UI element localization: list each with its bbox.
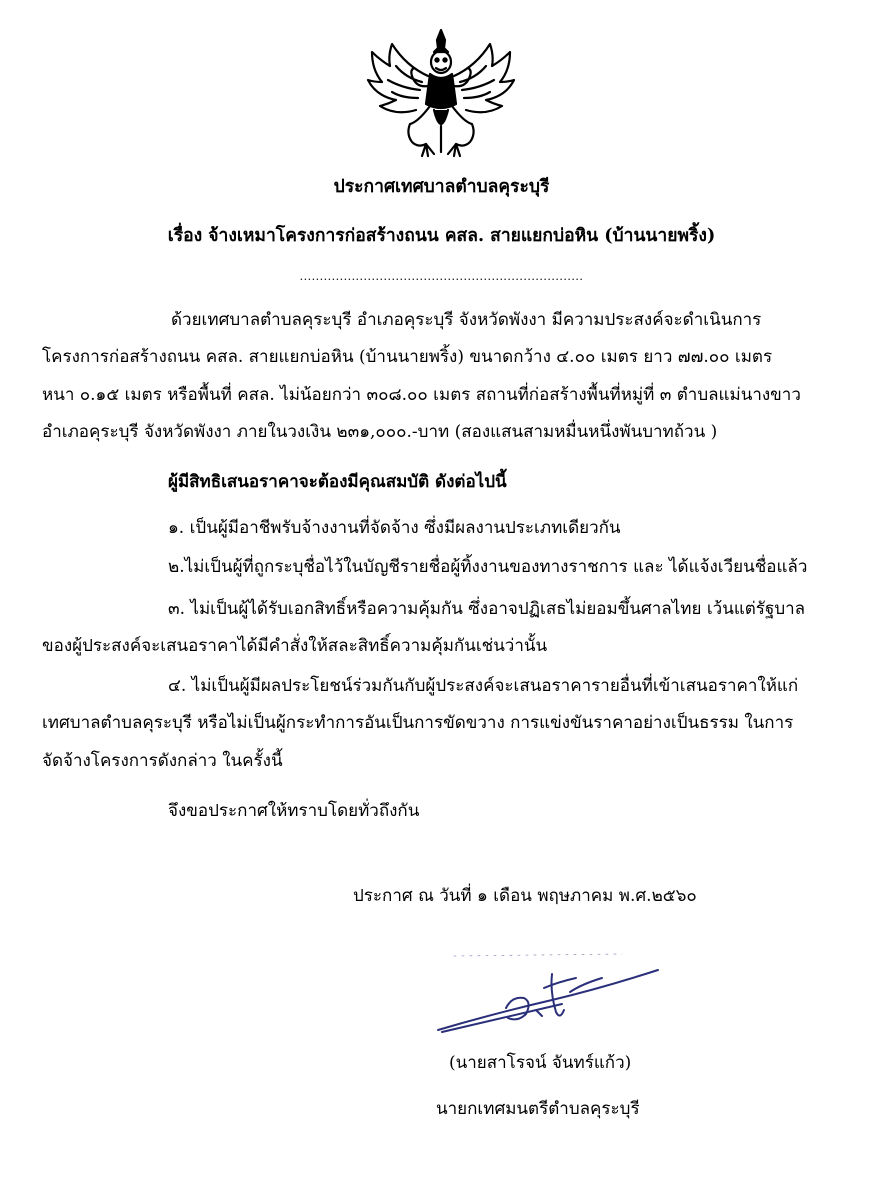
qualification-item-1: ๑. เป็นผู้มีอาชีพรับจ้างงานที่จัดจ้าง ซึ่งมีผลงานประเภทเดียวกัน: [168, 518, 621, 538]
signer-position: นายกเทศมนตรีตำบลคุระบุรี: [436, 1099, 640, 1119]
qualification-item-3-line-1: ๓. ไม่เป็นผู้ได้รับเอกสิทธิ์หรือความคุ้มกัน ซึ่งอาจปฏิเสธไม่ยอมขึ้นศาลไทย เว้นแต่รัฐบาล: [168, 599, 806, 619]
intro-line-2: โครงการก่อสร้างถนน คสล. สายแยกบ่อหิน (บ้านนายพริ้ง) ขนาดกว้าง ๔.๐๐ เมตร ยาว ๗๗.๐๐ เมตร: [42, 347, 773, 367]
qualifications-heading: ผู้มีสิทธิเสนอราคาจะต้องมีคุณสมบัติ ดังต่อไปนี้: [168, 472, 507, 492]
qualification-item-4-line-3: จัดจ้างโครงการดังกล่าว ในครั้งนี้: [42, 751, 283, 771]
signer-name: (นายสาโรจน์ จันทร์แก้ว): [449, 1053, 632, 1073]
announcement-date: ประกาศ ณ วันที่ ๑ เดือน พฤษภาคม พ.ศ.๒๕๖๐: [353, 886, 697, 906]
intro-line-4: อำเภอคุระบุรี จังหวัดพังงา ภายในวงเงิน ๒๓๑,๐๐๐.-บาท (สองแสนสามหมื่นหนึ่งพันบาทถ้วน ): [42, 422, 718, 442]
intro-line-1: ด้วยเทศบาลตำบลคุระบุรี อำเภอคุระบุรี จังหวัดพังงา มีความประสงค์จะดำเนินการ: [171, 310, 762, 330]
qualification-item-4-line-2: เทศบาลตำบลคุระบุรี หรือไม่เป็นผู้กระทำการอันเป็นการขัดขวาง การแข่งขันราคาอย่างเป็นธรรม ในการ: [42, 713, 794, 733]
separator-dots: .......................................................................: [299, 270, 584, 283]
qualification-item-4-line-1: ๔. ไม่เป็นผู้มีผลประโยชน์ร่วมกันกับผู้ประสงค์จะเสนอราคารายอื่นที่เข้าเสนอราคาให้แก่: [168, 676, 799, 696]
garuda-emblem-icon: [366, 26, 516, 164]
intro-line-3: หนา ๐.๑๕ เมตร หรือพื้นที่ คสล. ไม่น้อยกว่า ๓๐๘.๐๐ เมตร สถานที่ก่อสร้างพื้นที่หมู่ที่ ๓ ตำบลแม่นางขาว: [42, 385, 801, 405]
qualification-item-2: ๒.ไม่เป็นผู้ที่ถูกระบุชื่อไว้ในบัญชีรายชื่อผู้ทิ้งงานของทางราชการ และ ได้แจ้งเวียนชื่อแล้ว: [168, 557, 808, 577]
announcement-subject: เรื่อง จ้างเหมาโครงการก่อสร้างถนน คสล. สายแยกบ่อหิน (บ้านนายพริ้ง): [167, 226, 716, 246]
closing-statement: จึงขอประกาศให้ทราบโดยทั่วถึงกัน: [168, 801, 420, 821]
qualification-item-3-line-2: ของผู้ประสงค์จะเสนอราคาได้มีคำสั่งให้สละสิทธิ์ความคุ้มกันเช่นว่านั้น: [42, 636, 548, 656]
announcement-title: ประกาศเทศบาลตำบลคุระบุรี: [333, 177, 550, 197]
handwritten-signature-icon: [432, 948, 664, 1040]
